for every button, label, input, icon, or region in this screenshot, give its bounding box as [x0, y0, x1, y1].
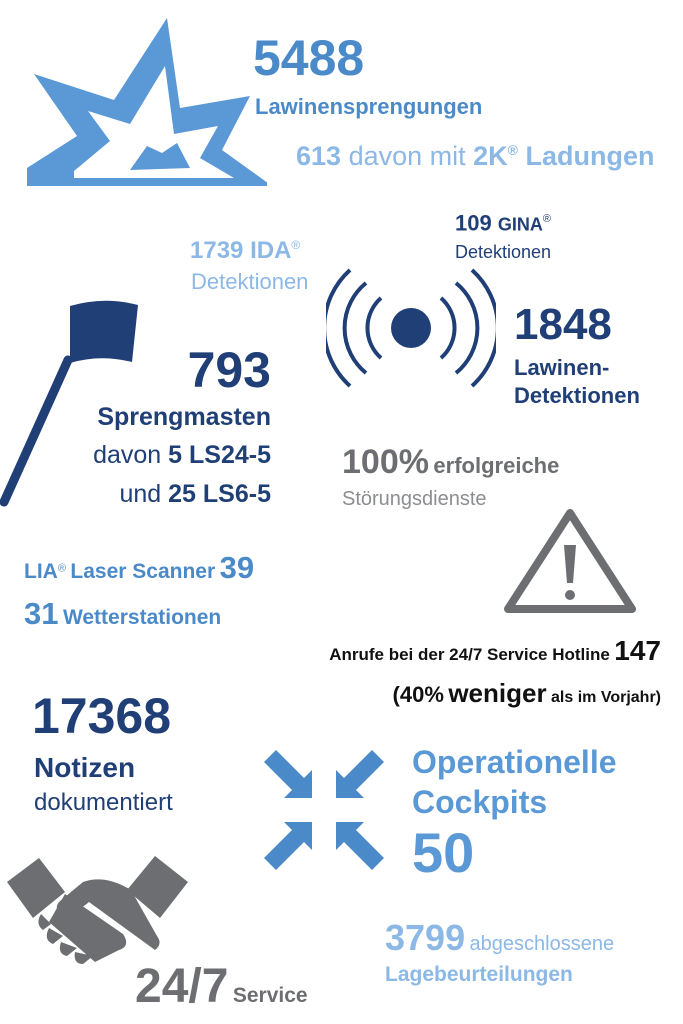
explosions-sub-tail: Ladungen [525, 141, 655, 171]
gina-title [455, 205, 551, 238]
service-success-label: erfolgreiche [433, 453, 560, 478]
converging-arrows-icon [254, 740, 394, 880]
masts-number: 793 [187, 342, 271, 398]
service-line [135, 960, 308, 1014]
masts-line3 [119, 479, 271, 509]
ida-label: Detektionen [191, 269, 309, 294]
handshake-icon [5, 852, 190, 972]
detections-number: 1848 [514, 300, 612, 349]
masts-line3-pre: und [119, 480, 162, 508]
hotline-paren: (40% [392, 682, 444, 707]
masts-line2-pre: davon [93, 441, 162, 469]
explosions-label: Lawinensprengungen [255, 94, 483, 119]
lia-line [24, 550, 254, 586]
notes-number: 17368 [32, 688, 172, 744]
hotline-text: Anrufe bei der 24/7 Service Hotline [329, 645, 610, 664]
cockpits-line2: Cockpits [412, 784, 548, 820]
service-success-title [342, 442, 559, 482]
ida-title [190, 230, 300, 266]
assessments-label: abgeschlossene [469, 933, 615, 955]
notes-sub: dokumentiert [34, 789, 173, 816]
cockpits-number: 50 [412, 821, 475, 884]
explosions-sub-highlight: 2K [473, 141, 508, 171]
hotline-line2 [393, 678, 661, 709]
assessments-number: 3799 [385, 917, 466, 958]
detections-line1: Lawinen- [514, 355, 610, 380]
masts-label: Sprengmasten [97, 403, 271, 431]
warning-triangle-icon [500, 505, 640, 615]
assessments-sub: Lagebeurteilungen [385, 963, 573, 986]
masts-line2 [93, 440, 271, 470]
masts-line2-value: 5 LS24-5 [168, 441, 271, 469]
hotline-number: 147 [614, 635, 661, 666]
notes-label: Notizen [34, 752, 136, 783]
hotline-line1 [329, 634, 661, 668]
gina-number: 109 [455, 210, 492, 236]
cockpits-line1: Operationelle [412, 744, 617, 780]
gina-reg: ® [542, 213, 551, 225]
gina-name: GINA [497, 214, 543, 235]
weather-label: Wetterstationen [62, 606, 222, 629]
lia-number: 39 [219, 550, 255, 585]
lia-reg: ® [57, 562, 66, 575]
service-label: Service [232, 984, 308, 1007]
assessments-title [385, 918, 614, 958]
hotline-emph: weniger [448, 678, 547, 708]
explosions-sub-reg: ® [507, 142, 518, 158]
service-success-sub: Störungsdienste [342, 488, 487, 510]
weather-line [24, 596, 221, 632]
ida-reg: ® [291, 238, 301, 252]
service-success-percent: 100% [342, 443, 429, 481]
lia-label: Laser Scanner [70, 560, 216, 583]
service-number: 24/7 [135, 960, 229, 1013]
explosions-number: 5488 [253, 30, 365, 86]
detections-line2: Detektionen [514, 383, 640, 408]
lia-name: LIA [24, 560, 58, 583]
explosion-icon [22, 8, 267, 198]
explosions-sub-number: 613 [296, 141, 342, 171]
explosions-sub [296, 134, 655, 172]
weather-number: 31 [24, 596, 59, 631]
ida-name: IDA [250, 237, 292, 264]
radar-signal-icon [326, 268, 496, 388]
explosions-sub-text: davon mit [348, 141, 466, 171]
gina-label: Detektionen [455, 242, 552, 262]
masts-line3-value: 25 LS6-5 [168, 480, 271, 508]
ida-number: 1739 [190, 237, 244, 264]
hotline-tail: als im Vorjahr) [551, 689, 661, 706]
